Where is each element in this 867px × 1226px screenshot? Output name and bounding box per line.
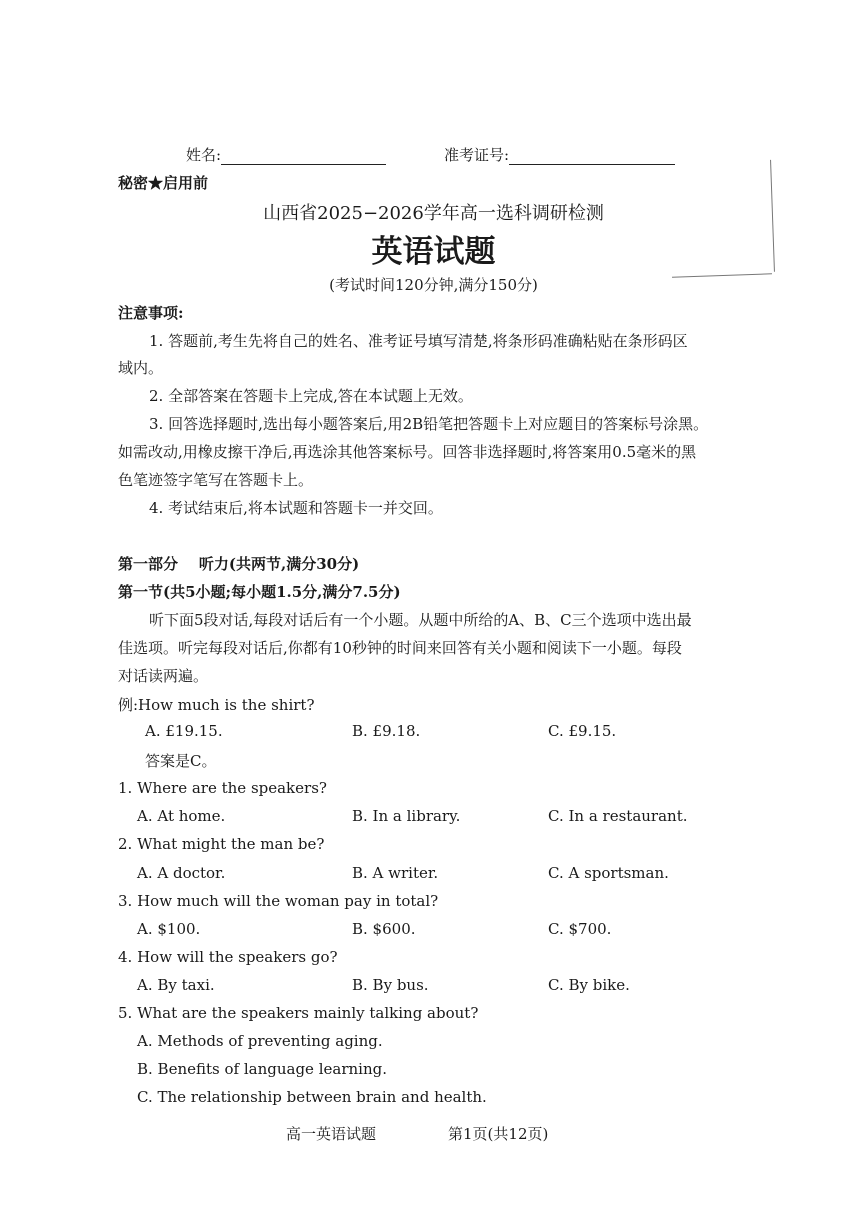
option-a: A. Methods of preventing aging.: [137, 1032, 383, 1050]
notice-line: 3. 回答选择题时,选出每小题答案后,用2B铅笔把答题卡上对应题目的答案标号涂黑。: [149, 415, 709, 433]
ticket-number-field: [444, 144, 675, 165]
instruction-line: 对话读两遍。: [118, 667, 209, 685]
instruction-line: 佳选项。听完每段对话后,你都有10秒钟的时间来回答有关小题和阅读下一小题。每段: [118, 639, 682, 657]
option-b: B. In a library.: [352, 807, 461, 825]
part-heading: 第一部分 听力(共两节,满分30分): [118, 555, 360, 573]
notice-line: 色笔迹签字笔写在答题卡上。: [118, 471, 314, 489]
notice-line: 1. 答题前,考生先将自己的姓名、准考证号填写清楚,将条形码准确粘贴在条形码区: [149, 332, 688, 350]
question-text: 4. How will the speakers go?: [118, 948, 338, 966]
notice-line: 2. 全部答案在答题卡上完成,答在本试题上无效。: [149, 387, 473, 405]
example-question: 例:How much is the shirt?: [118, 696, 315, 714]
name-field: [186, 144, 386, 165]
option-b: B. $600.: [352, 920, 416, 938]
option-c: C. $700.: [548, 920, 612, 938]
option-c: C. A sportsman.: [548, 864, 669, 882]
option-a: A. By taxi.: [137, 976, 215, 994]
ticket-number-blank[interactable]: [509, 147, 675, 165]
example-option-a: A. £19.15.: [145, 722, 223, 740]
notice-line: 域内。: [118, 359, 164, 377]
question-text: 2. What might the man be?: [118, 835, 325, 853]
name-label: 姓名:: [186, 146, 222, 164]
question-text: 5. What are the speakers mainly talking about?: [118, 1004, 479, 1022]
option-c: C. In a restaurant.: [548, 807, 688, 825]
option-b: B. Benefits of language learning.: [137, 1060, 387, 1078]
option-a: A. $100.: [137, 920, 201, 938]
option-b: B. A writer.: [352, 864, 439, 882]
instruction-line: 听下面5段对话,每段对话后有一个小题。从题中所给的A、B、C三个选项中选出最: [149, 611, 692, 629]
confidential-mark: 秘密★启用前: [118, 174, 209, 192]
example-option-b: B. £9.18.: [352, 722, 421, 740]
notice-line: 4. 考试结束后,将本试题和答题卡一并交回。: [149, 499, 443, 517]
exam-title: 英语试题: [371, 234, 496, 270]
name-blank[interactable]: [221, 147, 386, 165]
question-text: 3. How much will the woman pay in total?: [118, 892, 439, 910]
section-heading: 第一节(共5小题;每小题1.5分,满分7.5分): [118, 583, 401, 601]
footer-subject: 高一英语试题: [286, 1125, 377, 1143]
notice-line: 如需改动,用橡皮擦干净后,再选涂其他答案标号。回答非选择题时,将答案用0.5毫米的黑: [118, 443, 697, 461]
option-a: A. At home.: [137, 807, 226, 825]
option-a: A. A doctor.: [137, 864, 226, 882]
example-answer: 答案是C。: [145, 752, 217, 770]
option-c: C. The relationship between brain and health.: [137, 1088, 487, 1106]
exam-time-note: (考试时间120分钟,满分150分): [329, 276, 538, 294]
ticket-number-label: 准考证号:: [444, 146, 510, 164]
notice-heading: 注意事项:: [118, 304, 184, 322]
question-text: 1. Where are the speakers?: [118, 779, 327, 797]
option-b: B. By bus.: [352, 976, 429, 994]
exam-subtitle: 山西省2025−2026学年高一选科调研检测: [263, 203, 604, 224]
example-option-c: C. £9.15.: [548, 722, 617, 740]
page-number: 第1页(共12页): [448, 1125, 549, 1143]
option-c: C. By bike.: [548, 976, 630, 994]
